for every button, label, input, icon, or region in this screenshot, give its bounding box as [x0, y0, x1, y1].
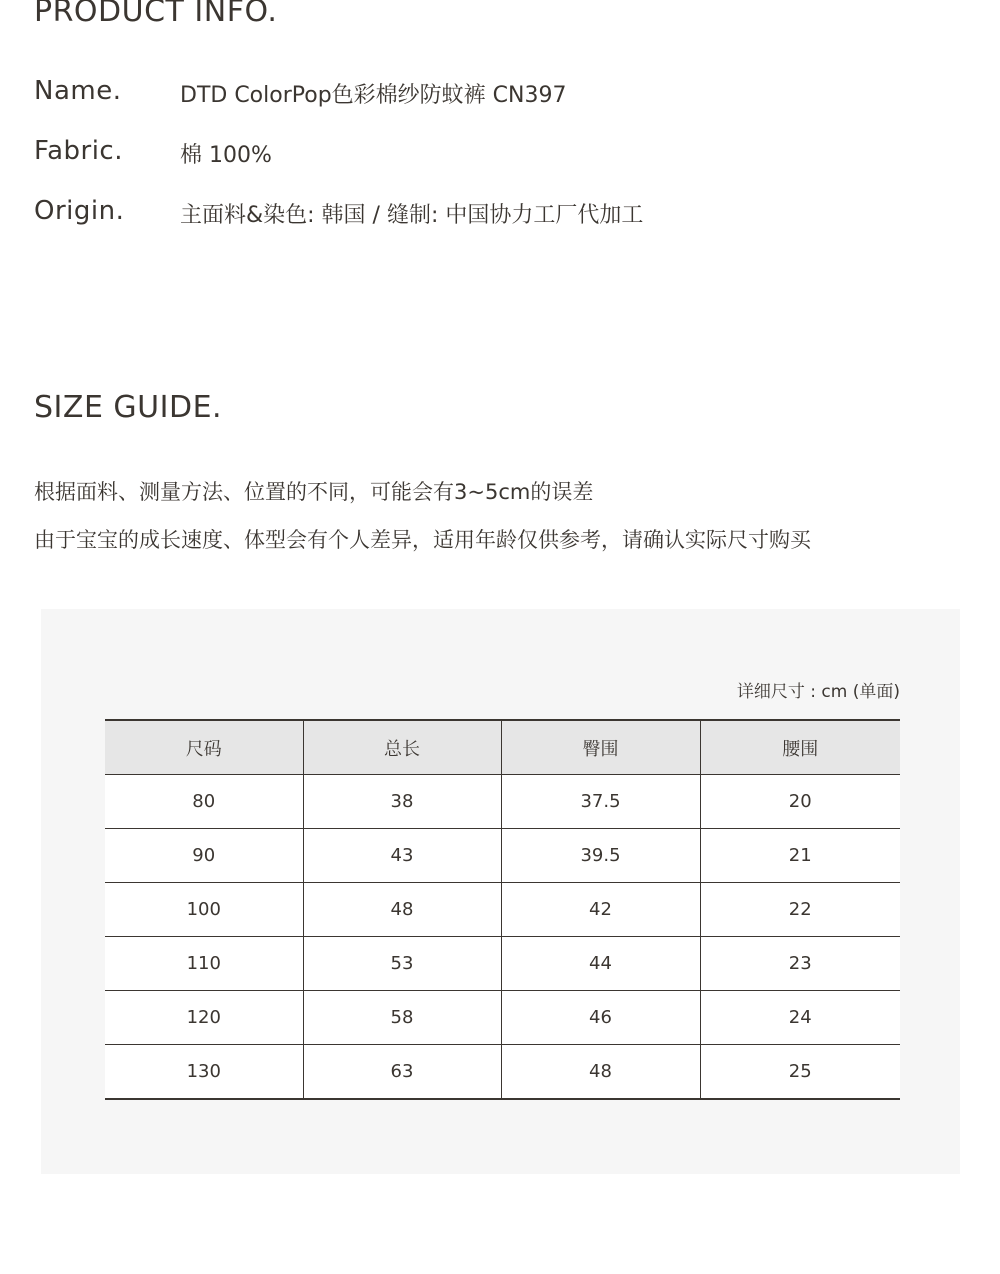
- cell-total-length: 58: [303, 991, 501, 1045]
- table-row: [105, 991, 900, 1045]
- origin-label: Origin.: [34, 196, 125, 226]
- cell-total-length: 53: [303, 937, 501, 991]
- header-size: 尺码: [105, 720, 303, 775]
- cell-hip: 48: [501, 1045, 700, 1100]
- product-info-title: PRODUCT INFO.: [34, 0, 278, 29]
- cell-hip: 37.5: [501, 775, 700, 829]
- cell-size: 90: [105, 829, 303, 883]
- cell-total-length: 43: [303, 829, 501, 883]
- name-label: Name.: [34, 76, 122, 106]
- name-value: DTD ColorPop色彩棉纱防蚊裤 CN397: [180, 83, 567, 108]
- cell-hip: 46: [501, 991, 700, 1045]
- cell-hip: 44: [501, 937, 700, 991]
- size-note-error-margin: 根据面料、测量方法、位置的不同，可能会有3~5cm的误差: [34, 480, 594, 504]
- cell-hip: 39.5: [501, 829, 700, 883]
- header-waist: 腰围: [700, 720, 900, 775]
- cell-total-length: 63: [303, 1045, 501, 1100]
- size-note-age-reference: 由于宝宝的成长速度、体型会有个人差异，适用年龄仅供参考，请确认实际尺寸购买: [34, 528, 811, 552]
- cell-size: 130: [105, 1045, 303, 1100]
- cell-waist: 24: [700, 991, 900, 1045]
- size-table: [105, 719, 900, 1100]
- table-row: [105, 775, 900, 829]
- info-row-name: [34, 76, 934, 116]
- header-total-length: 总长: [303, 720, 501, 775]
- info-row-origin: [34, 196, 934, 236]
- size-table-panel: [41, 609, 960, 1174]
- cell-hip: 42: [501, 883, 700, 937]
- cell-size: 100: [105, 883, 303, 937]
- table-row: [105, 829, 900, 883]
- cell-waist: 25: [700, 1045, 900, 1100]
- cell-waist: 21: [700, 829, 900, 883]
- cell-size: 80: [105, 775, 303, 829]
- header-hip: 臀围: [501, 720, 700, 775]
- cell-waist: 20: [700, 775, 900, 829]
- cell-waist: 23: [700, 937, 900, 991]
- cell-size: 110: [105, 937, 303, 991]
- cell-waist: 22: [700, 883, 900, 937]
- cell-total-length: 38: [303, 775, 501, 829]
- fabric-label: Fabric.: [34, 136, 123, 166]
- table-row: [105, 883, 900, 937]
- cell-size: 120: [105, 991, 303, 1045]
- cell-total-length: 48: [303, 883, 501, 937]
- info-row-fabric: [34, 136, 934, 176]
- unit-note: 详细尺寸 : cm (单面): [736, 682, 900, 702]
- table-row: [105, 937, 900, 991]
- table-row: [105, 1045, 900, 1100]
- fabric-value: 棉 100%: [180, 143, 272, 168]
- origin-value: 主面料&染色: 韩国 / 缝制: 中国协力工厂代加工: [180, 203, 644, 228]
- table-header-row: [105, 720, 900, 775]
- size-guide-title: SIZE GUIDE.: [34, 390, 223, 425]
